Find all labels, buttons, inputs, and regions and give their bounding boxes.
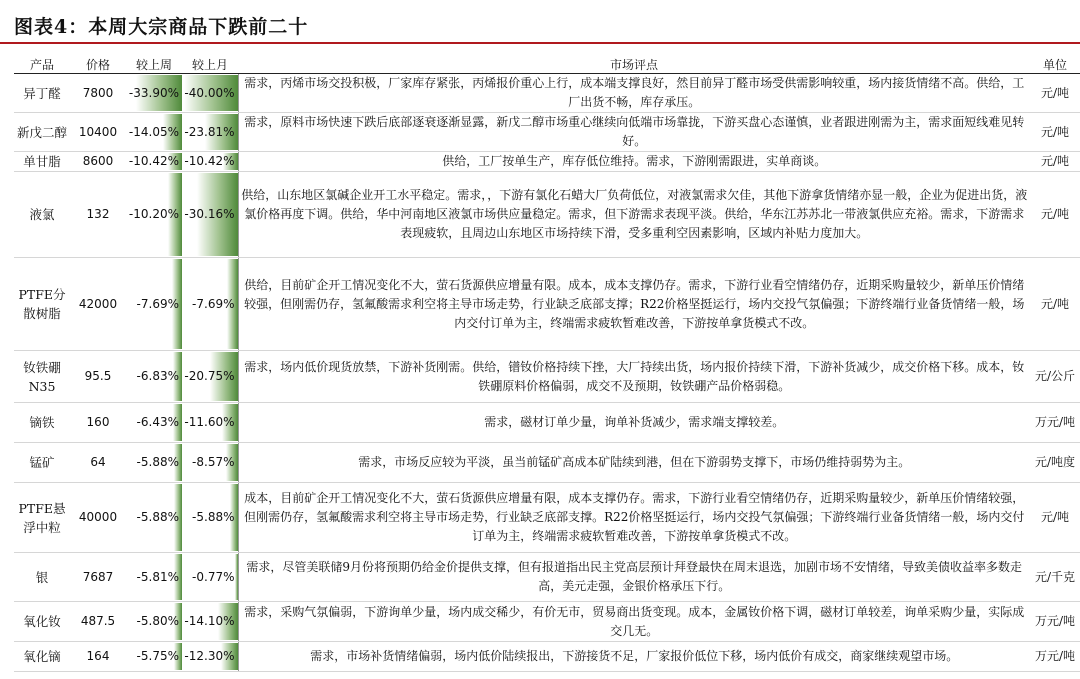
market-comment: 需求，原料市场快速下跌后底部逐衰逐渐显露，新戊二醇市场重心继续向低端市场靠拢，下游买盘心态谨慎，业者跟进刚需为主，需求面短线难见转好。 [238, 113, 1030, 152]
market-comment: 需求，市场补货情绪偏弱，场内低价陆续报出，下游接货不足，厂家报价低位下移，场内低价有成交，商家继续观望市场。 [238, 642, 1030, 672]
price-unit: 元/吨 [1030, 74, 1080, 113]
weekly-change-value: -7.69% [136, 296, 179, 311]
product-name: 异丁醛 [14, 74, 70, 113]
product-name: PTFE悬浮中粒 [14, 483, 70, 553]
table-row [14, 351, 1080, 403]
weekly-change-value: -14.05% [128, 124, 179, 139]
weekly-change-value: -6.83% [136, 369, 179, 383]
header-vs-month: 较上月 [182, 55, 238, 74]
product-price: 487.5 [70, 602, 126, 642]
weekly-change-cell [126, 642, 182, 672]
product-price: 64 [70, 443, 126, 483]
market-comment: 需求，尽管美联储9月份将预期仍给金价提供支撑，但有报道指出民主党高层预计拜登最快在周末退选，加剧市场不安情绪，导致美债收益率多数走高，美元走强，金银价格承压下行。 [238, 553, 1030, 602]
price-unit: 元/吨 [1030, 483, 1080, 553]
weekly-change-cell [126, 113, 182, 152]
monthly-change-cell [182, 74, 238, 113]
price-unit: 元/吨 [1030, 172, 1080, 258]
monthly-change-value: -11.60% [184, 415, 235, 429]
table-row [14, 258, 1080, 351]
product-name: 液氯 [14, 172, 70, 258]
product-name: 氧化钕 [14, 602, 70, 642]
page-title: 图表4：本周大宗商品下跌前二十 [14, 16, 309, 38]
product-name: 氧化镝 [14, 642, 70, 672]
monthly-change-value: -20.75% [184, 369, 235, 383]
market-comment: 成本，目前矿企开工情况变化不大，萤石货源供应增量有限，成本支撑仍存。需求，下游行业看空情绪仍存，近期采购量较少，新单压价情绪较强，但刚需仍存，氢氟酸需求利空将主导市场走势，行业缺乏底部支撑。R22价格坚挺运行，场内交投气氛偏强；下游终端行业备货情绪一般，场内交付订单为主，终端需求疲软暂难改善，下游按单拿货模式不改。 [238, 483, 1030, 553]
market-comment: 供给，山东地区氯碱企业开工水平稳定。需求，，下游有氯化石蜡大厂负荷低位，对液氯需求欠佳，其他下游拿货情绪亦显一般，企业为促进出货，液氯价格再度下调。供给，华中河南地区液氯市场供应量稳定。需求，但下游需求表现平淡。供给，华东江苏苏北一带液氯供应充裕。需求，下游需求表现疲软，且周边山东地区市场持续下滑，受多重利空因素影响，区域内补贴力度加大。 [238, 172, 1030, 258]
weekly-change-cell [126, 403, 182, 443]
monthly-change-value: -8.57% [192, 455, 235, 469]
weekly-change-value: -6.43% [136, 415, 179, 429]
product-price: 164 [70, 642, 126, 672]
product-price: 40000 [70, 483, 126, 553]
monthly-change-value: -14.10% [184, 614, 235, 628]
monthly-change-cell [182, 483, 238, 553]
monthly-change-cell [182, 152, 238, 172]
price-unit: 万元/吨 [1030, 602, 1080, 642]
title-bar [0, 0, 1080, 44]
market-comment: 需求，市场反应较为平淡，虽当前锰矿高成本矿陆续到港，但在下游弱势支撑下，市场仍维持弱势为主。 [238, 443, 1030, 483]
product-price: 7800 [70, 74, 126, 113]
market-comment: 需求，磁材订单少量，询单补货减少，需求端支撑较差。 [238, 403, 1030, 443]
product-name: 新戊二醇 [14, 113, 70, 152]
product-price: 7687 [70, 553, 126, 602]
monthly-change-value: -30.16% [184, 207, 235, 221]
table-row [14, 403, 1080, 443]
monthly-change-value: -12.30% [184, 649, 235, 663]
weekly-change-value: -5.81% [136, 569, 179, 584]
product-name: 单甘脂 [14, 152, 70, 172]
monthly-change-value: -10.42% [184, 154, 235, 168]
header-product: 产品 [14, 55, 70, 74]
header-unit: 单位 [1030, 55, 1080, 74]
product-price: 42000 [70, 258, 126, 351]
monthly-change-cell [182, 403, 238, 443]
product-name: PTFE分散树脂 [14, 258, 70, 351]
price-unit: 元/公斤 [1030, 351, 1080, 403]
monthly-change-value: -23.81% [184, 124, 235, 139]
product-price: 8600 [70, 152, 126, 172]
weekly-change-value: -5.75% [136, 649, 179, 663]
product-name: 钕铁硼N35 [14, 351, 70, 403]
market-comment: 需求，丙烯市场交投积极，厂家库存紧张，丙烯报价重心上行，成本端支撑良好，然目前异丁醛市场受供需影响较重，场内接货情绪不高。供给，工厂出货不畅，库存承压。 [238, 74, 1030, 113]
price-unit: 元/千克 [1030, 553, 1080, 602]
weekly-change-cell [126, 172, 182, 258]
product-price: 10400 [70, 113, 126, 152]
price-unit: 万元/吨 [1030, 403, 1080, 443]
product-price: 160 [70, 403, 126, 443]
table-row [14, 113, 1080, 152]
price-unit: 元/吨 [1030, 113, 1080, 152]
market-comment: 需求，采购气氛偏弱，下游询单少量，场内成交稀少，有价无市，贸易商出货变现。成本，金属钕价格下调，磁材订单较差，询单采购少量，实际成交几无。 [238, 602, 1030, 642]
monthly-change-value: -0.77% [192, 569, 235, 584]
table-row [14, 483, 1080, 553]
price-unit: 元/吨 [1030, 152, 1080, 172]
weekly-change-value: -5.88% [136, 510, 179, 524]
product-price: 95.5 [70, 351, 126, 403]
market-comment: 需求，场内低价现货放禁，下游补货刚需。供给，镨钕价格持续下挫，大厂持续出货，场内报价持续下滑，下游补货减少，成交价格下移。成本，钕铁硼原料价格偏弱，成交不及预期，钕铁硼产品价格弱稳。 [238, 351, 1030, 403]
market-comment: 供给，目前矿企开工情况变化不大，萤石货源供应增量有限。成本，成本支撑仍存。需求，下游行业看空情绪仍存，近期采购量较少，新单压价情绪较强，但刚需仍存，氢氟酸需求利空将主导市场走势，行业缺乏底部支撑；R22价格坚挺运行，场内交投气氛偏强；下游终端行业备货情绪一般，场内交付订单为主，终端需求疲软暂难改善，下游按单拿货模式不改。 [238, 258, 1030, 351]
weekly-change-value: -5.88% [136, 455, 179, 469]
monthly-change-cell [182, 602, 238, 642]
price-unit: 元/吨 [1030, 258, 1080, 351]
weekly-change-cell [126, 553, 182, 602]
weekly-change-value: -10.20% [128, 207, 179, 221]
price-unit: 万元/吨 [1030, 642, 1080, 672]
monthly-change-value: -7.69% [192, 296, 235, 311]
table-row [14, 74, 1080, 113]
header-comment: 市场评点 [238, 55, 1030, 74]
table-row [14, 172, 1080, 258]
monthly-change-cell [182, 113, 238, 152]
weekly-change-value: -10.42% [128, 154, 179, 168]
table-row [14, 642, 1080, 672]
weekly-change-value: -33.90% [128, 85, 179, 100]
table-row [14, 602, 1080, 642]
table-row [14, 443, 1080, 483]
weekly-change-cell [126, 152, 182, 172]
product-name: 镝铁 [14, 403, 70, 443]
table-row [14, 553, 1080, 602]
monthly-change-cell [182, 258, 238, 351]
monthly-change-cell [182, 351, 238, 403]
weekly-change-cell [126, 258, 182, 351]
header-price: 价格 [70, 55, 126, 74]
monthly-change-cell [182, 553, 238, 602]
product-name: 锰矿 [14, 443, 70, 483]
weekly-change-cell [126, 602, 182, 642]
header-vs-week: 较上周 [126, 55, 182, 74]
decline-table [14, 55, 1080, 672]
monthly-change-value: -5.88% [192, 510, 235, 524]
weekly-change-cell [126, 483, 182, 553]
product-name: 银 [14, 553, 70, 602]
price-unit: 元/吨度 [1030, 443, 1080, 483]
market-comment: 供给，工厂按单生产，库存低位维持。需求，下游刚需跟进，实单商谈。 [238, 152, 1030, 172]
table-header-row [14, 55, 1080, 74]
product-price: 132 [70, 172, 126, 258]
table-row [14, 152, 1080, 172]
monthly-change-cell [182, 443, 238, 483]
monthly-change-cell [182, 172, 238, 258]
monthly-change-value: -40.00% [184, 85, 235, 100]
monthly-change-cell [182, 642, 238, 672]
weekly-change-cell [126, 351, 182, 403]
weekly-change-value: -5.80% [136, 614, 179, 628]
weekly-change-cell [126, 443, 182, 483]
weekly-change-cell [126, 74, 182, 113]
